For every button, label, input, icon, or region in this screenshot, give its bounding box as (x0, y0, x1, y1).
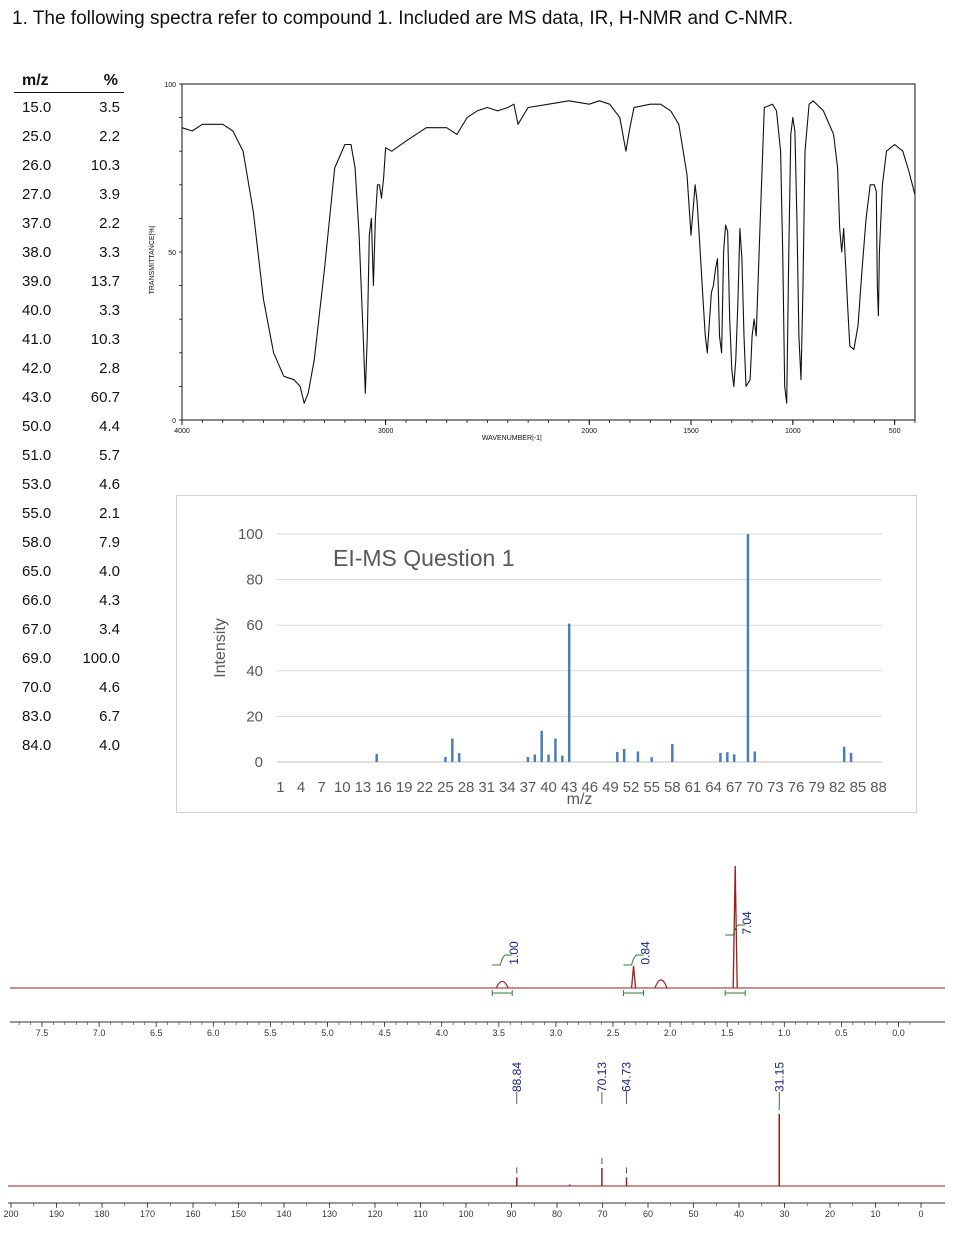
percent-cell: 3.9 (99, 186, 120, 203)
percent-cell: 2.2 (99, 215, 120, 232)
ms-x-tick-label: 16 (375, 779, 392, 796)
c-nmr-tick-label: 100 (458, 1209, 474, 1219)
ms-x-tick-label: 4 (296, 779, 306, 796)
mz-cell: 25.0 (22, 128, 52, 145)
table-row (14, 586, 124, 615)
h-nmr-tick-label: 6.5 (149, 1028, 163, 1038)
c-nmr-peak-label: 64.73 (619, 1061, 634, 1092)
percent-cell: 3.3 (99, 244, 120, 261)
table-row (14, 702, 124, 731)
h-nmr-tick-label: 0.0 (892, 1028, 905, 1038)
ms-bar (747, 534, 750, 762)
table-row (14, 644, 124, 673)
ir-x-tick-label: 4000 (174, 428, 190, 435)
mz-cell: 50.0 (22, 418, 52, 435)
ms-x-tick-label: 46 (581, 779, 599, 796)
mz-cell: 55.0 (22, 505, 52, 522)
ms-bar (458, 753, 461, 762)
h-nmr-tick-label: 5.0 (321, 1028, 334, 1038)
c-nmr-peak-label: 31.15 (772, 1061, 787, 1092)
c-nmr-tick-label: 40 (733, 1209, 745, 1219)
ir-x-tick-label: 1500 (683, 428, 699, 435)
ms-bar (554, 739, 557, 762)
percent-cell: 4.0 (99, 563, 120, 580)
table-row (14, 354, 124, 383)
ms-y-tick-label: 40 (246, 662, 263, 680)
percent-cell: 4.3 (99, 592, 120, 609)
ms-bar (540, 731, 543, 762)
ms-data-table (14, 72, 124, 760)
c-nmr-tick-label: 80 (551, 1209, 563, 1219)
percent-cell: 4.6 (99, 476, 120, 493)
ms-bar (650, 757, 653, 762)
ms-bar (733, 754, 736, 762)
ir-y-tick-label: 100 (164, 82, 176, 89)
table-row (14, 412, 124, 441)
ir-x-tick-label: 500 (888, 428, 901, 435)
percent-cell: 60.7 (90, 389, 120, 406)
c-nmr-tick-label: 170 (139, 1209, 156, 1219)
ir-plot-frame (182, 84, 915, 420)
ms-bar (754, 752, 757, 762)
mz-cell: 69.0 (22, 650, 52, 667)
ms-bar (637, 752, 640, 762)
h-nmr-tick-label: 0.5 (835, 1028, 848, 1038)
table-row (14, 528, 124, 557)
ms-x-tick-label: 79 (808, 779, 826, 796)
percent-cell: 13.7 (90, 273, 120, 290)
h-nmr-tick-label: 3.0 (549, 1028, 563, 1038)
percent-cell: 10.3 (90, 331, 120, 348)
mz-column-header: m/z (22, 72, 49, 89)
mz-cell: 66.0 (22, 592, 52, 609)
ms-bar (568, 624, 571, 762)
ms-x-tick-label: 13 (354, 779, 372, 796)
question-text: 1. The following spectra refer to compound 1. Included are MS data, IR, H-NMR and C-NMR. (12, 8, 794, 29)
ms-bar (527, 757, 530, 762)
h-nmr-spectrum (0, 855, 964, 1045)
ms-y-tick-label: 100 (237, 526, 263, 543)
ms-bar (547, 754, 550, 762)
ms-x-tick-label: 55 (643, 779, 661, 796)
ir-transmittance-curve (182, 101, 915, 403)
ms-bar (534, 754, 537, 762)
percent-cell: 100.0 (82, 650, 120, 667)
c-nmr-tick-label: 150 (230, 1209, 247, 1219)
ms-y-tick-label: 80 (246, 571, 263, 589)
ms-x-tick-label: 67 (725, 779, 743, 796)
ms-y-axis-label: Intensity (212, 618, 229, 678)
ms-bar (375, 754, 378, 762)
mz-cell: 39.0 (22, 273, 52, 290)
ms-x-tick-label: 25 (437, 779, 454, 796)
mz-cell: 27.0 (22, 186, 52, 203)
h-nmr-peak (632, 966, 636, 988)
ms-x-tick-label: 37 (519, 779, 537, 796)
ms-x-tick-label: 19 (395, 779, 413, 796)
c-nmr-tick-label: 130 (321, 1209, 338, 1219)
h-nmr-tick-label: 4.5 (378, 1028, 391, 1038)
ir-x-tick-label: 1000 (785, 428, 801, 435)
ei-ms-chart (176, 495, 917, 813)
h-nmr-tick-label: 1.0 (778, 1028, 791, 1038)
mz-cell: 42.0 (22, 360, 52, 377)
h-nmr-tick-label: 7.5 (35, 1028, 49, 1038)
c-nmr-spectrum (0, 1050, 964, 1228)
percent-cell: 3.3 (99, 302, 120, 319)
c-nmr-tick-label: 30 (779, 1209, 790, 1219)
ms-bar (616, 752, 619, 762)
ms-x-tick-label: 10 (333, 779, 351, 796)
table-row (14, 731, 124, 760)
h-nmr-integral-label: 0.84 (638, 941, 653, 965)
h-nmr-tick-label: 6.0 (207, 1028, 220, 1038)
table-row (14, 615, 124, 644)
ms-table-header (14, 72, 124, 93)
ms-table-body (14, 93, 124, 760)
ms-bar (719, 753, 722, 762)
ms-x-tick-label: 70 (746, 779, 764, 796)
ms-x-tick-label: 31 (478, 779, 496, 796)
c-nmr-tick-label: 190 (48, 1209, 65, 1219)
h-nmr-peak (496, 981, 508, 988)
table-row (14, 557, 124, 586)
percent-cell: 2.1 (99, 505, 120, 522)
table-row (14, 267, 124, 296)
ms-x-tick-label: 64 (705, 779, 722, 796)
table-row (14, 470, 124, 499)
h-nmr-tick-label: 2.0 (663, 1028, 677, 1038)
ms-bar (726, 752, 729, 762)
h-nmr-peak (655, 980, 667, 988)
h-nmr-plot (0, 855, 964, 1045)
mz-cell: 40.0 (22, 302, 52, 319)
mz-cell: 38.0 (22, 244, 52, 261)
ms-x-tick-label: 58 (663, 779, 681, 796)
table-row (14, 296, 124, 325)
ms-x-tick-label: 61 (684, 779, 702, 796)
mz-cell: 51.0 (22, 447, 52, 464)
h-nmr-integral-label: 1.00 (507, 941, 522, 965)
mz-cell: 26.0 (22, 157, 52, 174)
percent-cell: 4.4 (99, 418, 120, 435)
ms-x-tick-label: 28 (457, 779, 475, 796)
mz-cell: 84.0 (22, 737, 52, 754)
h-nmr-tick-label: 3.5 (492, 1028, 506, 1038)
c-nmr-tick-label: 20 (824, 1209, 836, 1219)
ei-ms-plot (177, 496, 916, 812)
percent-cell: 6.7 (99, 708, 120, 725)
ms-x-tick-label: 49 (602, 779, 619, 796)
ir-spectrum-plot (140, 78, 930, 450)
table-row (14, 180, 124, 209)
ir-y-axis-label: TRANSMITTANCE|%| (149, 225, 156, 295)
mz-cell: 83.0 (22, 708, 52, 725)
h-nmr-tick-label: 7.0 (92, 1028, 106, 1038)
h-nmr-tick-label: 5.5 (264, 1028, 277, 1038)
mz-cell: 43.0 (22, 389, 52, 406)
ms-x-tick-label: 1 (276, 779, 285, 796)
h-nmr-tick-label: 2.5 (606, 1028, 620, 1038)
percent-cell: 2.2 (99, 128, 120, 145)
c-nmr-tick-label: 60 (642, 1209, 654, 1219)
percent-cell: 4.6 (99, 679, 120, 696)
ms-x-tick-label: 52 (622, 779, 640, 796)
table-row (14, 383, 124, 412)
c-nmr-tick-label: 50 (688, 1209, 699, 1219)
percent-cell: 7.9 (99, 534, 120, 551)
c-nmr-tick-label: 90 (506, 1209, 517, 1219)
ms-x-tick-label: 34 (498, 779, 516, 796)
c-nmr-tick-label: 0 (918, 1209, 924, 1219)
ir-x-tick-label: 3000 (377, 428, 394, 435)
table-row (14, 238, 124, 267)
c-nmr-tick-label: 110 (413, 1209, 428, 1219)
ms-x-tick-label: 22 (416, 779, 434, 796)
ms-x-tick-label: 88 (870, 779, 887, 796)
ms-x-tick-label: 7 (317, 779, 326, 796)
percent-cell: 4.0 (99, 737, 120, 754)
ms-y-tick-label: 20 (246, 708, 263, 726)
table-row (14, 499, 124, 528)
h-nmr-integral-label: 7.04 (740, 911, 755, 935)
mz-cell: 58.0 (22, 534, 52, 551)
ir-x-axis-label: WAVENUMBER|-1| (481, 435, 542, 442)
mz-cell: 67.0 (22, 621, 52, 638)
ms-bar (561, 756, 564, 762)
ms-y-tick-label: 60 (246, 617, 263, 635)
ms-bar (623, 749, 626, 762)
c-nmr-tick-label: 200 (3, 1209, 19, 1219)
c-nmr-tick-label: 160 (185, 1209, 201, 1219)
percent-cell: 3.4 (99, 621, 120, 638)
ms-x-tick-label: 40 (540, 779, 557, 796)
c-nmr-tick-label: 70 (597, 1209, 608, 1219)
c-nmr-tick-label: 180 (94, 1209, 110, 1219)
c-nmr-peak-label: 70.13 (594, 1061, 609, 1092)
percent-cell: 5.7 (99, 447, 120, 464)
table-row (14, 673, 124, 702)
h-nmr-tick-label: 1.5 (720, 1028, 734, 1038)
mz-cell: 41.0 (22, 331, 52, 348)
table-row (14, 441, 124, 470)
ir-y-tick-label: 50 (168, 250, 176, 257)
ms-y-tick-label: 0 (254, 754, 263, 771)
mz-cell: 37.0 (22, 215, 52, 232)
percent-column-header: % (103, 72, 118, 89)
percent-cell: 2.8 (99, 360, 120, 377)
ir-x-tick-label: 2000 (581, 428, 598, 435)
ms-chart-title: EI-MS Question 1 (333, 545, 515, 571)
ms-x-tick-label: 85 (849, 779, 867, 796)
ms-bar (843, 747, 846, 762)
mz-cell: 65.0 (22, 563, 52, 580)
ms-x-tick-label: 73 (767, 779, 784, 796)
percent-cell: 10.3 (90, 157, 120, 174)
ms-bar (444, 757, 447, 762)
c-nmr-peak-label: 88.84 (509, 1061, 524, 1092)
h-nmr-tick-label: 4.0 (435, 1028, 448, 1038)
ms-bar (451, 739, 454, 762)
c-nmr-tick-label: 10 (870, 1209, 881, 1219)
mz-cell: 70.0 (22, 679, 52, 696)
table-row (14, 151, 124, 180)
table-row (14, 325, 124, 354)
c-nmr-tick-label: 140 (276, 1209, 292, 1219)
percent-cell: 3.5 (99, 99, 120, 116)
table-row (14, 93, 124, 122)
ms-bar (850, 753, 853, 762)
ms-x-tick-label: 43 (560, 779, 578, 796)
table-row (14, 209, 124, 238)
ms-x-tick-label: 82 (828, 779, 846, 796)
mz-cell: 53.0 (22, 476, 52, 493)
table-row (14, 122, 124, 151)
ms-bar (671, 744, 674, 762)
ir-y-tick-label: 0 (172, 418, 176, 425)
ms-x-tick-label: 76 (787, 779, 805, 796)
c-nmr-tick-label: 120 (367, 1209, 383, 1219)
ir-spectrum (140, 78, 930, 450)
mz-cell: 15.0 (22, 99, 52, 116)
ms-x-axis-label: m/z (566, 791, 593, 808)
c-nmr-plot (0, 1050, 964, 1228)
